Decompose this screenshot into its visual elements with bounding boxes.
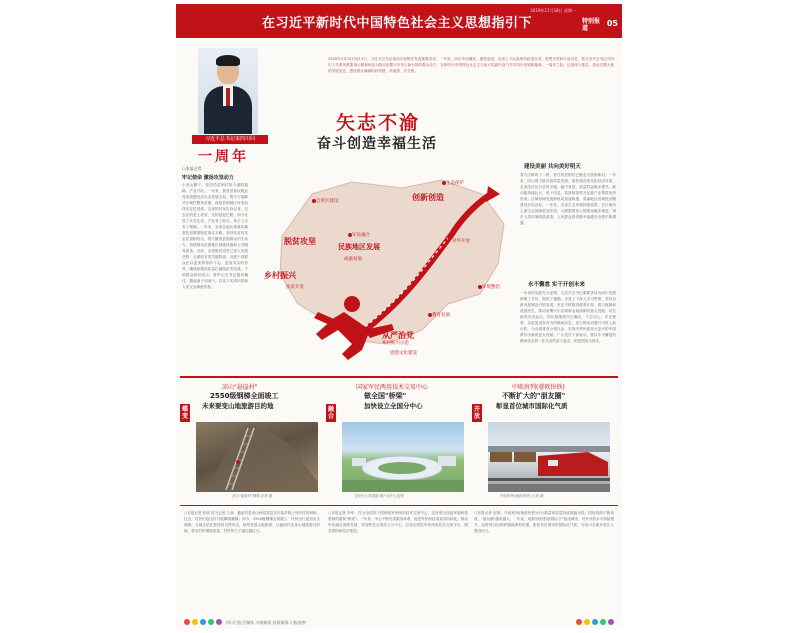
map-label-environment: 环境整治 [482, 285, 500, 290]
panel-caption-2: 交易中心效果图 图片由中心提供 [354, 494, 405, 498]
panel-tag-2: 融合 [327, 406, 334, 420]
panel-tag-3: 开放 [473, 406, 480, 420]
map-dot [312, 199, 316, 203]
map-label-aid: 扶贫开发 [286, 285, 304, 290]
left-column-author: ○本报记者 [182, 166, 202, 171]
panel-body-2: ○本报记者 李华 作为全国首个国家级军民两用技术交易中心，这里成为连接军地科技资源的重要"桥梁"。一年来，中心不断完善服务体系，促进军民科技成果双向转化，推动军民融合深度发展，并加快在全国设立分中心，打造全国性军民两用技术交易平台，服务国防和经济建设。 [328, 511, 468, 533]
map-dot [478, 285, 482, 289]
panel-sub-2: 加快设立全国分中心 [364, 402, 423, 410]
map-label-party: 从严治党 [382, 331, 414, 340]
left-column-body: 小凉山脚下，曾经的贫困村如今道路通畅、产业兴旺。一年来，我省坚持以脱贫攻坚统揽经济社会发展全局，集中力量解决区域性整体贫困，深度贫困地区攻坚取得决定性进展。这里的村民告诉记者，过去住的是土坯房，走的是泥巴路，如今住进了安全住房，产业有了盼头，孩子上学有了保障。一年来，全省各地认真落实精准扶贫精准脱贫基本方略，坚持扶贫同扶志扶智相结合，着力激发贫困群众内生动力，持续推动贫困地区基础设施和公共服务改善。当前，全省脱贫攻坚已进入决战决胜、全面收官的关键阶段，各级干部群众正以更加昂扬的斗志、更加务实的作风，确保如期高质量打赢脱贫攻坚战。干部群众纷纷表示，要牢记总书记殷切嘱托，撸起袖子加油干，以实干实绩向党和人民交出满意答卷。 [182, 183, 248, 289]
newspaper-page [176, 4, 622, 629]
panel-kicker-3: 中欧班列(蓉欧快铁) [512, 384, 565, 391]
panel-body-3: ○本报记者 赵明 中欧班列(蓉欧快铁)开行数量和质量持续领跑全国，国际线路不断拓展，"朋友圈"越来越大。一年来，成都加快建设国际门户枢纽城市，对外开放水平持续提升，以班列为纽带联通欧洲和东盟，彰显首位城市的国际化气质，为四川全面开放注入强劲动力。 [474, 511, 614, 533]
anniversary-badge-sub: 习近平总书记来四川回 [192, 135, 268, 144]
panel-main-2: 做全国"桥梁" [364, 392, 407, 400]
panel-kicker-2: 国家军民两用技术交易中心 [356, 384, 429, 391]
panel-main-3: 不断扩大的"朋友圈" [502, 392, 566, 400]
map-label-rural: 乡村振兴 [264, 271, 296, 280]
right-section-heading-2: 永不懈怠 实干开创未来 [528, 282, 585, 288]
panel-caption-3: 中欧班列(蓉欧快铁) 记者 摄 [500, 494, 544, 498]
header-section: 特别报道 [582, 18, 601, 32]
right-section-body-2: 一年来的实践充分证明，习近平总书记重要讲话为四川发展指明了方向、提供了遵循。全省上下深入学习贯彻，坚持以新发展理念引领发展，坚定不移推进改革开放，着力保障和改善民生，推动治蜀兴川各项事业取得新的重大进展。站在新的历史起点，四川将继续牢记嘱托，不忘初心、牢记使命，以更加奋发有为的精神状态，奋力推动治蜀兴川再上新台阶，为全面建成小康社会、实现中华民族伟大复兴的中国梦作出新的更大贡献。广大党员干部表示，将以永不懈怠的精神状态和一往无前的奋斗姿态，把蓝图变为现实。 [520, 291, 616, 343]
anniversary-badge-main: 一周年 [198, 149, 249, 165]
headline-sub: 奋斗创造幸福生活 [317, 136, 437, 152]
map-label-ecology: 生态保护 [446, 181, 464, 186]
right-section-body-1: 青衣江畔的十二桥，昔日的贫困村已蜕变为旅游新村。一年来，四川着力推动高质量发展，加快建设现代化经济体系，全省经济运行总体平稳、稳中有进，质量效益稳步提升。新动能持续壮大，电子信息、装备制造等万亿级产业集群加快形成；区域协调发展新格局加速构建，成渝地区双城经济圈建设开局良好。一年来，全省生态环境持续改善，长江黄河上游生态屏障更加牢固，大熊猫国家公园建设稳步推进，城乡人居环境明显改善，人民群众获得感幸福感安全感不断增强。 [520, 173, 616, 225]
leader-portrait [198, 48, 258, 134]
panel-sub-1: 未来要变山地旅游目的地 [202, 402, 274, 410]
feature-panels [180, 376, 618, 506]
map-label-chengyu: 成渝发展 [344, 257, 362, 262]
panel-caption-1: 凉山"悬崖村"钢梯 记者 摄 [232, 494, 273, 498]
map-label-civil-military: 军民融合 [352, 233, 370, 238]
intro-text: 2018年2月10日至13日，习近平总书记来四川视察并发表重要讲话。一年来，四川牢记嘱托，感恩奋进，全省上下以高度的政治自觉、思想自觉和行动自觉，把习近平总书记对四川工作系列重要指示精神转化为推动治蜀兴川再上新台阶的强大动力，在新时代中国特色社会主义伟大实践中奋力书写四川发展新篇章。一周年之际，记者深入基层，见证巴蜀大地的发展变化，感受群众满满的获得感、幸福感、安全感。 [328, 57, 614, 73]
panel-main-1: 2550级钢梯全面竣工 [210, 392, 279, 400]
right-section-heading-1: 建设美丽 共向美好明天 [524, 164, 581, 170]
footer-bar [176, 616, 622, 629]
map-label-rural-demo: 乡村振兴示范 [382, 341, 409, 346]
header-title: 在习近平新时代中国特色社会主义思想指引下 [262, 16, 533, 31]
map-label-opening: 对外开放 [452, 239, 470, 244]
map-label-education: 教育发展 [432, 313, 450, 318]
map-dot [428, 313, 432, 317]
sichuan-map-graphic [252, 154, 522, 374]
footer-text: 四川日报全媒体 川观新闻 封面新闻 川报观察 [226, 620, 306, 625]
panel-photo-exchange-center [342, 422, 464, 492]
footer-color-dots-left [184, 619, 222, 625]
footer-color-dots-right [576, 619, 614, 625]
map-label-innovation: 创新创造 [412, 193, 444, 202]
headline-main: 矢志不渝 [336, 112, 421, 134]
map-label-ftz: 自贸区建设 [316, 199, 339, 204]
panel-photo-cliff-village [196, 422, 318, 492]
panel-tag-1: 蝶变 [181, 406, 188, 420]
panel-body-1: ○本报记者 张明 见习记者 王丽 悬崖村是凉山州昭觉县支尔莫乡阿土列尔村的别称。过去，村民们进出村只能攀爬藤梯；如今，2550级钢梯全面竣工，村民出行更加安全便捷。当地正依托独特的自然风光，规划发展山地旅游，让悬崖村变身山地旅游目的地，带动村民增收致富，村民的日子越过越红火。 [184, 511, 320, 533]
panel-sub-3: 彰显首位城市国际化气质 [496, 402, 568, 410]
header-bar [176, 4, 622, 38]
page-number: 05 [606, 19, 618, 28]
panel-kicker-1: 凉山"悬崖村" [222, 384, 258, 391]
map-dot [442, 181, 446, 185]
map-dot [348, 233, 352, 237]
map-label-poverty: 脱贫攻坚 [284, 237, 316, 246]
header-date: 2019年11月18日 星期一 [530, 8, 576, 13]
map-label-culture: 思想文化建设 [390, 351, 417, 356]
panel-photo-china-europe-train [488, 422, 610, 492]
left-column-heading: 牢记使命 激扬攻坚动力 [182, 175, 234, 181]
map-label-ethnic: 民族地区发展 [338, 243, 380, 251]
